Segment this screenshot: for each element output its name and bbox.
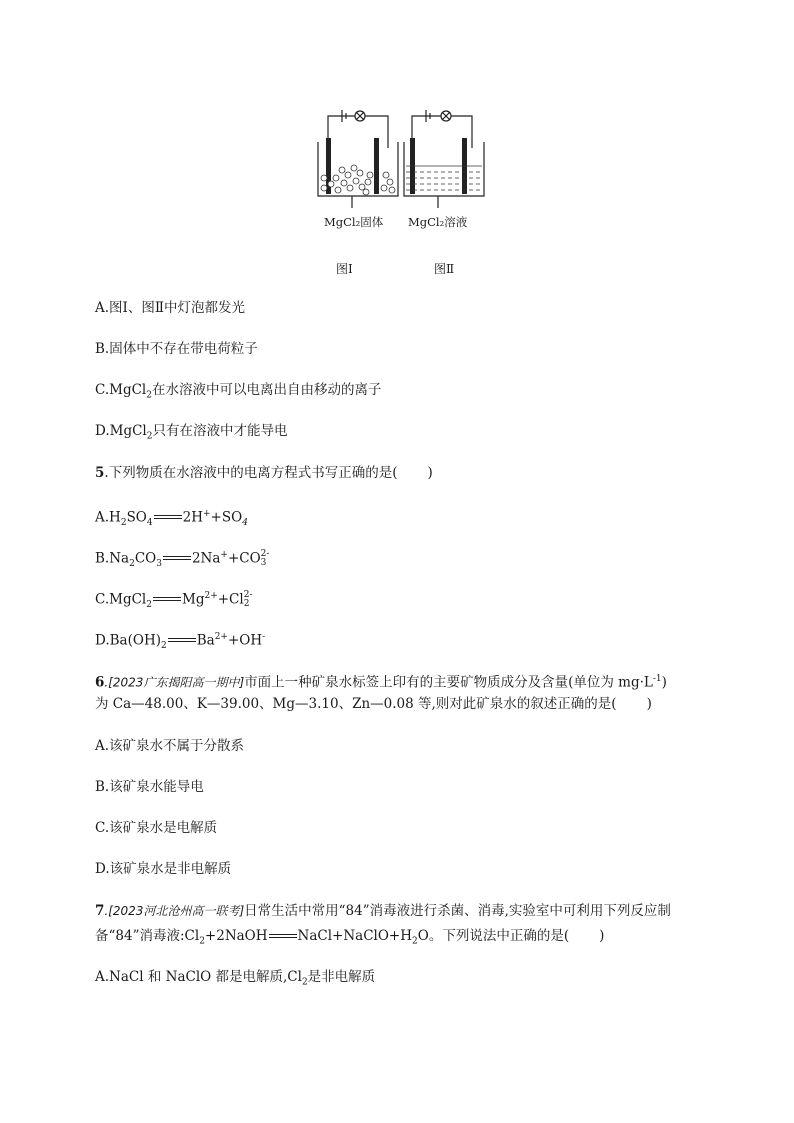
q6-stem-line1: 6.[2023广东揭阳高一期中]市面上一种矿泉水标签上印有的主要矿物质成分及含量(单位为 $mg\cdot L^{-1}$) bbox=[95, 674, 667, 691]
q4-option-d: D.MgCl$_2$只有在溶液中才能导电 bbox=[95, 423, 288, 442]
figure-caption-2: 图Ⅱ bbox=[434, 262, 455, 276]
figure-label-solution: MgCl₂溶液 bbox=[408, 215, 468, 229]
q5-option-c: C.MgCl$_2$ $Mg^{2+}+Cl$ 2- 2 bbox=[95, 590, 253, 611]
electrode bbox=[374, 138, 379, 194]
q7-stem-line2: 备“84”消毒液$:Cl_2+2NaOH$ $NaCl+NaClO+H_2O$。下列说法中正确的是( ) bbox=[95, 928, 605, 947]
q5-stem: 5.下列物质在水溶液中的电离方程式书写正确的是( ) bbox=[95, 465, 433, 481]
q6-option-d: D.该矿泉水是非电解质 bbox=[95, 861, 232, 877]
q6-option-b: B.该矿泉水能导电 bbox=[95, 779, 204, 795]
q7-option-a: A.NaCl 和 NaClO 都是电解质$,Cl_2$是非电解质 bbox=[95, 969, 376, 988]
q5-option-a: $A.H_2SO_4$ $2H^++SO_4$ bbox=[95, 509, 248, 529]
solution-liquid bbox=[406, 166, 482, 190]
q4-option-b: B.固体中不存在带电荷粒子 bbox=[95, 341, 258, 357]
circuit-diagram bbox=[300, 108, 500, 278]
q7-stem-line1: 7.[2023河北沧州高一联考]日常生活中常用“84”消毒液进行杀菌、消毒,实验室中可利用下列反应制 bbox=[95, 903, 671, 919]
q6-stem-line2: 为 Ca—48.00、K—39.00、Mg—3.10、Zn—0.08 等,则对此矿泉水的叙述正确的是( ) bbox=[95, 696, 652, 712]
q4-option-c: C.MgCl$_2$在水溶液中可以电离出自由移动的离子 bbox=[95, 382, 382, 401]
q6-option-c: C.该矿泉水是电解质 bbox=[95, 820, 218, 836]
figure-caption-1: 图Ⅰ bbox=[336, 262, 353, 276]
q5-option-b: $B.Na_2CO_3$ 2Na++CO 2- 3 bbox=[95, 549, 270, 570]
figure-label-solid: MgCl₂固体 bbox=[324, 215, 384, 229]
q5-option-d: $D.Ba(OH)_2$ $Ba^{2+}+OH^-$ bbox=[95, 632, 266, 652]
q6-option-a: A.该矿泉水不属于分散系 bbox=[95, 738, 245, 754]
solid-particles bbox=[321, 165, 395, 195]
conductivity-apparatus-figure bbox=[300, 108, 500, 278]
q4-option-a: A.图Ⅰ、图Ⅱ中灯泡都发光 bbox=[95, 300, 246, 316]
